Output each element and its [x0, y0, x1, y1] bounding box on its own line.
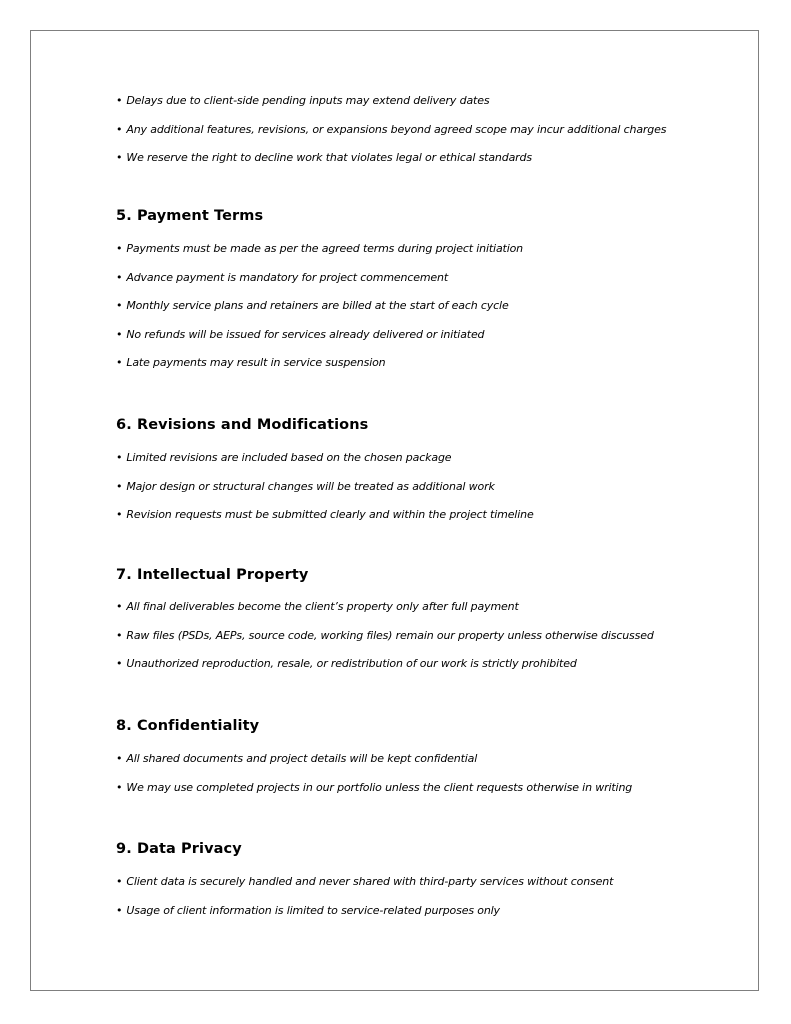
bullet-icon: • [116, 780, 123, 794]
list-item-text: All final deliverables become the client’s property only after full payment [126, 600, 519, 613]
bullet-icon: • [116, 94, 123, 107]
bullet-icon: • [116, 508, 123, 521]
list-item [116, 507, 746, 523]
bullet-list [116, 93, 746, 166]
list-item [116, 628, 746, 644]
section-heading: 9. Data Privacy [116, 841, 242, 857]
list-item-text: Raw files (PSDs, AEPs, source code, working files) remain our property unless otherwise discussed [126, 628, 654, 642]
bullet-icon: • [116, 451, 123, 464]
list-item [116, 450, 746, 466]
bullet-list [116, 751, 746, 796]
list-item [116, 298, 746, 314]
list-item-text: All shared documents and project details will be kept confidential [126, 752, 478, 765]
list-item [116, 327, 746, 343]
bullet-list [116, 450, 746, 523]
list-item [116, 479, 746, 495]
list-item [116, 751, 746, 767]
list-item-text: Late payments may result in service suspension [126, 356, 386, 369]
list-item-text: Unauthorized reproduction, resale, or redistribution of our work is strictly prohibited [126, 657, 577, 670]
section-payment-terms [116, 207, 746, 371]
list-item-text: Monthly service plans and retainers are billed at the start of each cycle [126, 299, 509, 312]
bullet-icon: • [116, 903, 123, 917]
list-item-text: Revision requests must be submitted clearly and within the project timeline [126, 508, 534, 521]
list-item [116, 241, 746, 257]
bullet-icon: • [116, 122, 123, 136]
section-revisions [116, 416, 746, 523]
section-heading: 5. Payment Terms [116, 208, 264, 224]
list-item-text: Client data is securely handled and never shared with third-party services without consent [126, 875, 614, 888]
list-item-text: We may use completed projects in our portfolio unless the client requests otherwise in writing [126, 780, 633, 794]
bullet-icon: • [116, 270, 123, 284]
list-item-text: Usage of client information is limited to service-related purposes only [126, 903, 500, 917]
section-scope-continuation [116, 93, 746, 166]
list-item [116, 150, 746, 166]
list-item [116, 780, 746, 796]
bullet-icon: • [116, 628, 123, 642]
list-item-text: No refunds will be issued for services already delivered or initiated [126, 327, 485, 341]
bullet-list [116, 599, 746, 672]
list-item-text: Payments must be made as per the agreed terms during project initiation [126, 242, 524, 255]
bullet-icon: • [116, 299, 123, 312]
bullet-list [116, 241, 746, 371]
bullet-icon: • [116, 242, 123, 255]
bullet-icon: • [116, 327, 123, 341]
list-item-text: Major design or structural changes will be treated as additional work [126, 479, 495, 493]
bullet-icon: • [116, 875, 123, 888]
section-confidentiality [116, 717, 746, 796]
bullet-icon: • [116, 151, 123, 164]
section-data-privacy [116, 840, 746, 919]
list-item-text: Limited revisions are included based on the chosen package [126, 451, 452, 464]
list-item [116, 903, 746, 919]
list-item-text: We reserve the right to decline work that violates legal or ethical standards [126, 151, 532, 164]
list-item [116, 599, 746, 615]
section-heading: 8. Confidentiality [116, 718, 260, 734]
list-item [116, 874, 746, 890]
bullet-icon: • [116, 600, 123, 613]
bullet-list [116, 874, 746, 919]
list-item [116, 355, 746, 371]
list-item-text: Advance payment is mandatory for project commencement [126, 270, 449, 284]
section-heading: 7. Intellectual Property [116, 567, 309, 583]
bullet-icon: • [116, 752, 123, 765]
section-heading: 6. Revisions and Modifications [116, 417, 369, 433]
list-item-text: Delays due to client-side pending inputs may extend delivery dates [126, 94, 490, 107]
bullet-icon: • [116, 479, 123, 493]
bullet-icon: • [116, 657, 123, 670]
list-item [116, 93, 746, 109]
section-intellectual-property [116, 566, 746, 672]
list-item [116, 122, 746, 138]
bullet-icon: • [116, 356, 123, 369]
list-item [116, 270, 746, 286]
list-item [116, 656, 746, 672]
list-item-text: Any additional features, revisions, or expansions beyond agreed scope may incur additional charges [126, 122, 667, 136]
